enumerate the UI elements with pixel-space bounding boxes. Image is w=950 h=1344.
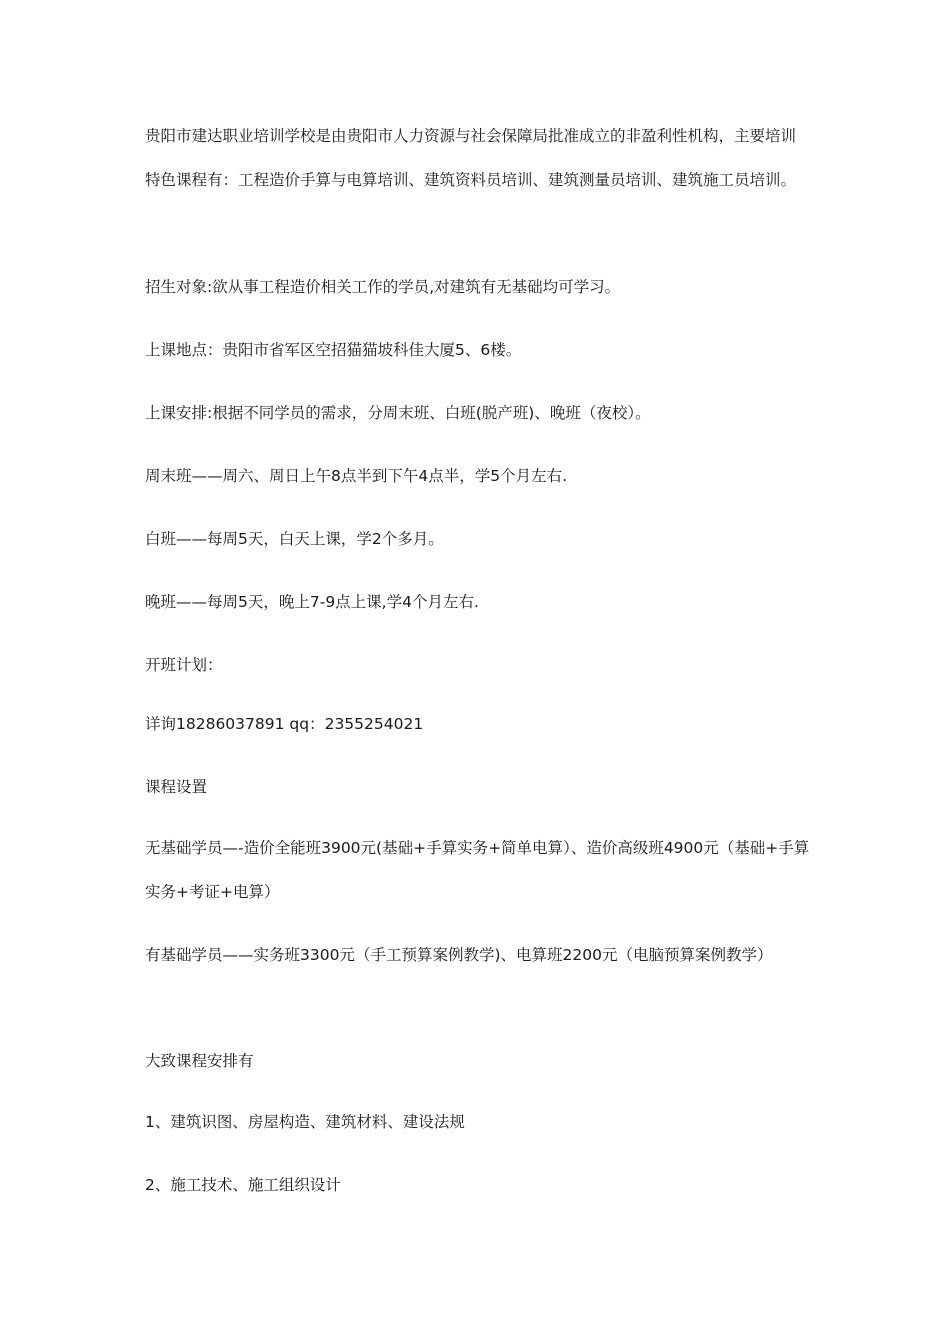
class-plan: 开班计划：: [145, 656, 223, 674]
day-class: 白班——每周5天，白天上课，学2个多月。: [145, 530, 444, 548]
beginner-courses: 无基础学员—-造价全能班3900元(基础+手算实务+简单电算）、造价高级班4900元（基础+手算实务+考证+电算）: [145, 839, 810, 901]
curriculum-heading: 大致课程安排有: [145, 1052, 254, 1070]
contact-info: 详询18286037891 qq：2355254021: [145, 715, 424, 733]
course-settings-heading: 课程设置: [145, 778, 208, 796]
curriculum-item-2: 2、施工技术、施工组织设计: [145, 1176, 341, 1194]
intro-paragraph: 贵阳市建达职业培训学校是由贵阳市人力资源与社会保障局批准成立的非盈利性机构，主要培训特色课程有：工程造价手算与电算培训、建筑资料员培训、建筑测量员培训、建筑施工员培训。: [145, 127, 797, 189]
enrollment-target: 招生对象:欲从事工程造价相关工作的学员,对建筑有无基础均可学习。: [145, 278, 621, 296]
class-schedule: 上课安排:根据不同学员的需求，分周末班、白班(脱产班)、晚班（夜校）。: [145, 404, 651, 422]
class-location: 上课地点：贵阳市省军区空招猫猫坡科佳大厦5、6楼。: [145, 341, 522, 359]
curriculum-item-1: 1、建筑识图、房屋构造、建筑材料、建设法规: [145, 1113, 465, 1131]
evening-class: 晚班——每周5天，晚上7-9点上课,学4个月左右.: [145, 593, 479, 611]
weekend-class: 周末班——周六、周日上午8点半到下午4点半，学5个月左右.: [145, 467, 568, 485]
experienced-courses: 有基础学员——实务班3300元（手工预算案例教学)、电算班2200元（电脑预算案例教学）: [145, 946, 773, 964]
